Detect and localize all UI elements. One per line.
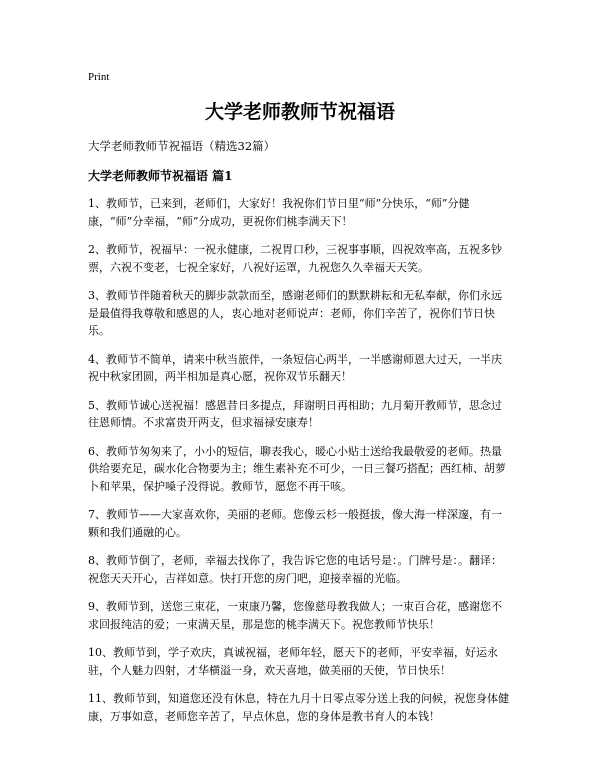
document-subtitle: 大学老师教师节祝福语（精选32篇）	[88, 139, 276, 153]
paragraph-8: 8、教师节倒了，老师，幸福去找你了，我告诉它您的电话号是：。门牌号是：。翻译：祝您天天开心，吉祥如意。快打开您的房门吧，迎接幸福的光临。	[88, 554, 502, 585]
page-title: 大学老师教师节祝福语	[204, 101, 395, 123]
paragraph-9: 9、教师节到，送您三束花，一束康乃馨，您像慈母教我做人；一束百合花，感谢您不求回报纯洁的爱；一束满天星，那是您的桃李满天下。祝您教师节快乐！	[88, 600, 502, 631]
paragraph-10: 10、教师节到，学子欢庆，真诚祝福，老师年轻，愿天下的老师，平安幸福，好运永驻，个人魅力四射，才华横溢一身，欢天喜地，做美丽的天使，节日快乐！	[88, 646, 498, 677]
paragraph-11: 11、教师节到，知道您还没有休息，特在九月十日零点零分送上我的问候，祝您身体健康，万事如意，老师您辛苦了，早点休息，您的身体是教书育人的本钱！	[88, 692, 509, 723]
paragraph-5: 5、教师节诚心送祝福！感恩昔日多提点，拜谢明日再相助；九月菊开教师节，思念过往恩师情。不求富贵开两支，但求福禄安康寿！	[88, 398, 502, 429]
paragraph-4: 4、教师节不简单，请来中秋当旅伴，一条短信心两半，一半感谢师恩大过天，一半庆祝中秋家团圆，两半相加是真心愿，祝你双节乐翻天！	[88, 352, 502, 383]
section-heading: 大学老师教师节祝福语 篇1	[88, 169, 233, 183]
paragraph-1: 1、教师节，已来到，老师们，大家好！我祝你们节日里“师”分快乐，“师”分健康，“师”分幸福，“师”分成功，更祝你们桃李满天下！	[88, 197, 470, 228]
paragraph-7: 7、教师节——大家喜欢你，美丽的老师。您像云杉一般挺拔，像大海一样深邃，有一颗和我们通融的心。	[88, 508, 502, 539]
print-link[interactable]: Print	[88, 71, 110, 83]
paragraph-2: 2、教师节，祝福早：一祝永健康，二祝胃口秒，三祝事事顺，四祝效率高，五祝多钞票，六祝不变老，七祝全家好，八祝好运罩，九祝您久久幸福天天笑。	[88, 243, 502, 274]
paragraph-3: 3、教师节伴随着秋天的脚步款款而至，感谢老师们的默默耕耘和无私奉献，你们永远是最值得我尊敬和感恩的人，衷心地对老师说声：老师，你们辛苦了，祝你们节日快乐。	[88, 289, 502, 337]
paragraph-6: 6、教师节匆匆来了，小小的短信，聊表我心，暖心小贴士送给我最敬爱的老师。热量供给要充足，碳水化合物要为主；维生素补充不可少，一日三餐巧搭配；西红柿、胡萝卜和苹果，保护嗓子没得说。教师节，愿您不再干咳。	[88, 444, 506, 493]
